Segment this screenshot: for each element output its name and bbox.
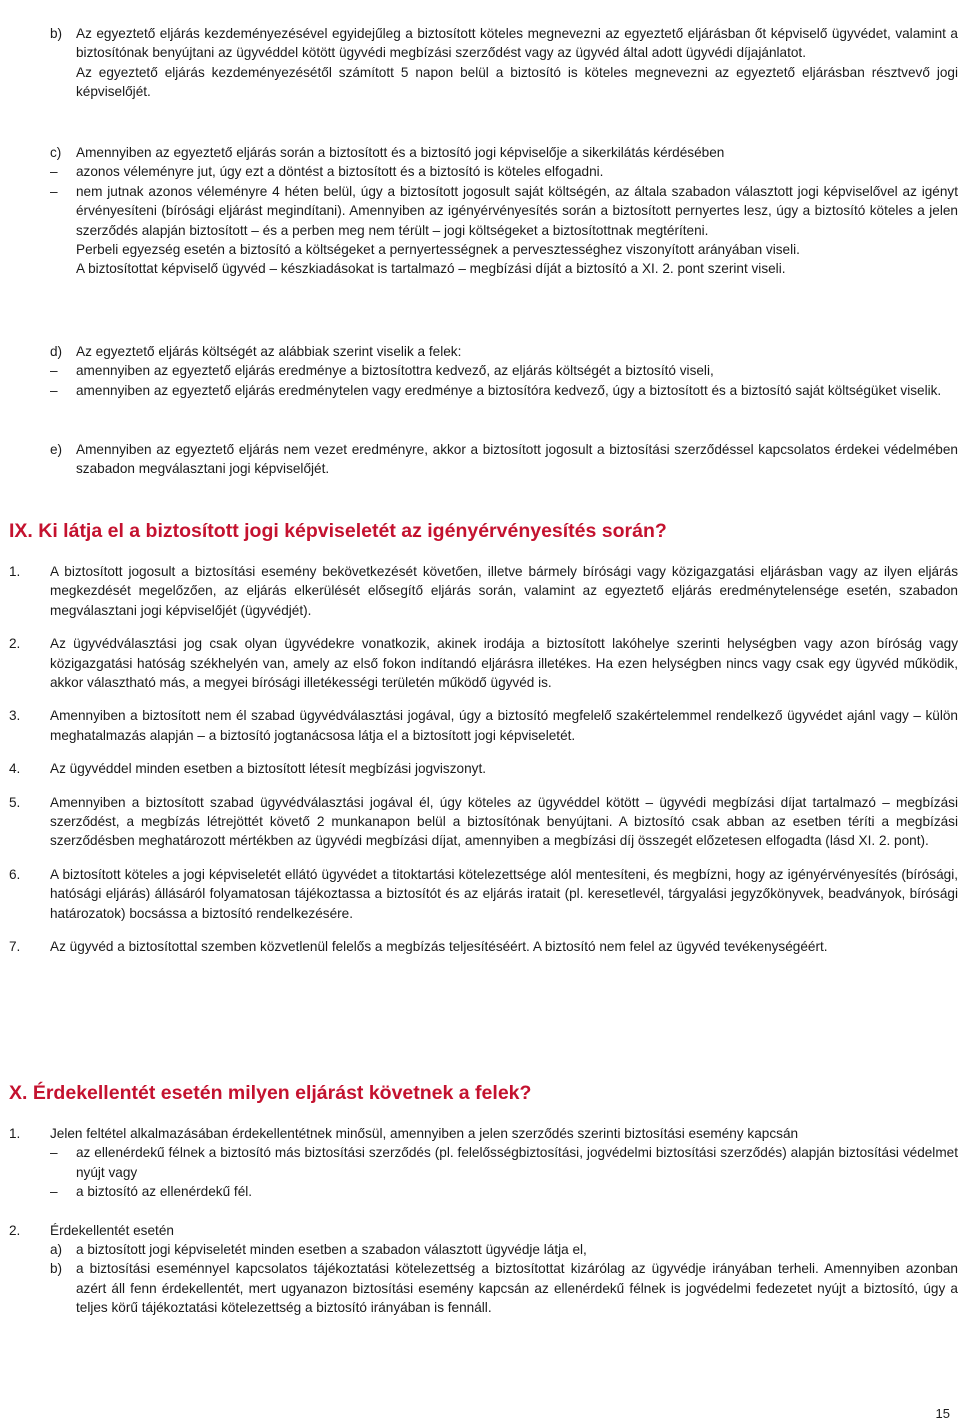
section-heading-ix: IX. Ki látja el a biztosított jogi képviseletét az igényérvényesítés során?: [9, 520, 667, 542]
paragraph: Perbeli egyezség esetén a biztosító a költségeket a pernyertességnek a pervesztességhez viszonyított arányában viseli.: [76, 242, 800, 258]
list-item: [9, 759, 958, 778]
paragraph: Amennyiben az egyeztető eljárás nem vezet eredményre, akkor a biztosított jogosult a biztosítási szerződéssel kapcsolatos érdekei védelmében szabadon megválasztani jogi képviselőjét.: [76, 442, 958, 477]
item-number: 2.: [9, 1222, 21, 1238]
section-c: [50, 143, 958, 279]
item-label: d): [50, 344, 63, 359]
list-item: a biztosított jogi képviseletét minden esetben a szabadon választott ügyvédje látja el,: [76, 1242, 587, 1258]
item-text: Az ügyvéd a biztosítottal szemben közvetlenül felelős a megbízás teljesítéséért. A biztosító nem felel az ügyvéd tevékenységéért.: [50, 939, 828, 955]
item-number: 1.: [9, 1126, 21, 1141]
item-text: Amennyiben a biztosított nem él szabad ügyvédválasztási jogával, úgy a biztosító megfelelő szakértelemmel rendelkező ügyvédet ajánl vagy – külön meghatalmazás alapján – a biztosító jogtanácsosa látja el a biztosított jogi képviseletét.: [50, 708, 958, 743]
item-text: Az ügyvéddel minden esetben a biztosított létesít megbízási jogviszonyt.: [50, 761, 486, 777]
paragraph: A biztosítottat képviselő ügyvéd – készkiadásokat is tartalmazó – megbízási díját a biztosító a XI. 2. pont szerint viseli.: [76, 261, 786, 277]
section-e: [50, 440, 958, 479]
item-number: 4.: [9, 761, 21, 777]
paragraph: Az egyeztető eljárás kezdeményezésével egyidejűleg a biztosított köteles megnevezni az egyeztető eljárásban őt képviselő ügyvédet, valamint a biztosítónak benyújtani az ügyvéddel kötött ügyvédi megbízási szerződést vagy az ügyvéd által adott ügyvédi díjajánlatot.: [76, 26, 958, 61]
page-number: 15: [935, 1406, 950, 1421]
section-heading-x: X. Érdekellentét esetén milyen eljárást követnek a felek?: [9, 1082, 532, 1104]
item-label: c): [50, 145, 62, 160]
item-label: e): [50, 442, 63, 457]
section-b: [50, 24, 958, 102]
item-text: Az ügyvédválasztási jog csak olyan ügyvédekre vonatkozik, akinek irodája a biztosított lakóhelye szerinti helységben vagy azon bíróság vagy közigazgatási hatóság székhelyén van, amely az első fokon indítandó eljárásra illetékes. Ha ezen helységben nincs vagy csak egy ügyvéd működik, akkor választható más, a megyei bírósági illetékességi területén működő ügyvéd is.: [50, 636, 958, 691]
list-item: amennyiben az egyeztető eljárás eredménye a biztosítottra kedvező, az eljárás költségét a biztosító viseli,: [76, 363, 714, 379]
list-item: a biztosítási eseménnyel kapcsolatos tájékoztatási kötelezettség a biztosítottat kizárólag az ügyvédje irányában terheli. Amennyiben azonban azért áll fenn érdekellentét, mert ugyanazon biztosítási esemény kapcsán az ellenérdekű félnek is jogvédelmi fedezetet nyújt a biztosító, úgy a teljes körű tájékoztatási kötelezettség a biztosító irányában is fennáll.: [76, 1261, 958, 1316]
dash-bullet: –: [50, 1145, 58, 1161]
sub-label: b): [50, 1261, 63, 1277]
item-number: 5.: [9, 794, 21, 810]
list-item: [9, 1221, 958, 1318]
paragraph: Amennyiben az egyeztető eljárás során a biztosított és a biztosító jogi képviselője a sikerkilátás kérdésében: [76, 145, 725, 160]
dash-bullet: –: [50, 382, 58, 398]
dash-bullet: –: [50, 183, 58, 199]
item-number: 2.: [9, 636, 21, 652]
list-item: [9, 793, 958, 851]
dash-bullet: –: [50, 164, 58, 180]
section-d: [50, 342, 958, 400]
sub-label: a): [50, 1242, 63, 1258]
list-item: nem jutnak azonos véleményre 4 héten belül, úgy a biztosított jogosult saját költségén, az általa szabadon választott jogi képviselővel az igényt érvényesíteni (bírósági eljárást megindítani). Amennyiben az igényérvényesítés során a biztosított pernyertes lesz, úgy a biztosító köteles a jelen szerződés alapján biztosított – és a perben meg nem térült – jogi költségeket a biztosítottnak megtéríteni.: [76, 183, 958, 238]
list-item: [9, 562, 958, 620]
list-item: azonos véleményre jut, úgy ezt a döntést a biztosított és a biztosító is köteles elfogadni.: [76, 164, 604, 180]
list-item: amennyiben az egyeztető eljárás eredménytelen vagy eredménye a biztosítóra kedvező, úgy a biztosított és a biztosító saját költségüket viselik.: [76, 382, 942, 398]
list-item: [9, 634, 958, 692]
list-item: [9, 1124, 958, 1202]
item-text: A biztosított jogosult a biztosítási esemény bekövetkezését követően, illetve bármely bírósági vagy közigazgatási eljárásban vagy az ilyen eljárás megkezdését megelőzően, az eljárás elkerülését elősegítő eljárás során, valamint az egyeztető eljárás eredménytelensége esetén, szabadon megválasztani jogi képviselőjét (ügyvédjét).: [50, 564, 958, 618]
item-number: 7.: [9, 939, 21, 955]
dash-bullet: –: [50, 1184, 58, 1200]
list-item: [9, 706, 958, 745]
list-item: az ellenérdekű félnek a biztosító más biztosítási szerződés (pl. felelősségbiztosítási, jogvédelmi biztosítási szerződés) alapján biztosítási védelmet nyújt vagy: [76, 1145, 958, 1180]
dash-bullet: –: [50, 363, 58, 379]
section-x-list: [9, 1124, 958, 1318]
item-label: b): [50, 26, 63, 41]
item-number: 6.: [9, 866, 21, 882]
item-number: 3.: [9, 708, 21, 724]
list-item: a biztosító az ellenérdekű fél.: [76, 1184, 253, 1200]
item-number: 1.: [9, 564, 21, 579]
item-text: Jelen feltétel alkalmazásában érdekellentétnek minősül, amennyiben a jelen szerződés szerinti biztosítási esemény kapcsán: [50, 1126, 799, 1141]
item-text: Érdekellentét esetén: [50, 1222, 174, 1238]
section-ix-list: [9, 562, 958, 957]
item-text: A biztosított köteles a jogi képviseletét ellátó ügyvédet a titoktartási kötelezettsége alól mentesíteni, és megbízni, hogy az igényérvényesítés (bírósági, hatósági eljárás) állásáról folyamatosan tájékoztassa a biztosítót és az eljárás iratait (pl. keresetlevél, tárgyalási jegyzőkönyvek, beadványok, bírósági határozatok) bocsássa a biztosító rendelkezésére.: [50, 866, 958, 921]
list-item: [9, 865, 958, 923]
item-text: Amennyiben a biztosított szabad ügyvédválasztási jogával él, úgy köteles az ügyvéddel kötött – ügyvédi megbízási díjat tartalmazó – megbízási szerződést, a megbízás létrejöttét követő 2 munkanapon belül a biztosítónak benyújtani. A biztosító csak abban az esetben téríti a megbízási szerződésben meghatározott mértékben az ügyvédi megbízási díjat, amennyiben a megbízási díj összegét előzetesen elfogadta (lásd XI. 2. pont).: [50, 794, 958, 849]
paragraph: Az egyeztető eljárás költségét az alábbiak szerint viselik a felek:: [76, 344, 462, 359]
list-item: [9, 937, 958, 956]
paragraph: Az egyeztető eljárás kezdeményezésétől számított 5 napon belül a biztosító is köteles megnevezni az egyeztető eljárásban résztvevő jogi képviselőjét.: [76, 64, 958, 100]
